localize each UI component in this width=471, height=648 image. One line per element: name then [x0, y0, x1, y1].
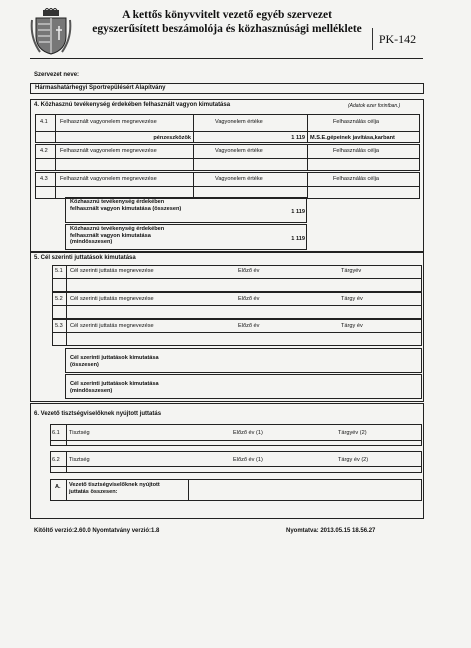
section4-grand-total-label: Közhasznú tevékenység érdekében felhasznált vagyon kimutatása (mindösszesen)	[70, 226, 165, 245]
org-label: Szervezet neve:	[34, 72, 80, 78]
asset-name: pénzeszközök	[153, 135, 191, 141]
row-number: A.	[55, 484, 61, 490]
header-divider	[30, 58, 423, 59]
column-header: Cél szerinti juttatás megnevezése	[70, 323, 154, 329]
column-header: Vagyonelem értéke	[215, 119, 263, 125]
column-header: Előző év	[238, 268, 260, 274]
column-header: Tisztség	[69, 430, 90, 436]
column-header: Felhasználás célja	[333, 119, 380, 125]
row-number: 6.2	[52, 457, 60, 463]
org-name-field: Hármashatárhegyi Sportrepülésért Alapítvány	[30, 83, 424, 94]
amount-unit-note: (Adatok ezer forintban.)	[348, 103, 401, 109]
column-header: Előző év (1)	[233, 457, 263, 463]
section5-grand-total-label: Cél szerinti juttatások kimutatása (mindösszesen)	[70, 381, 159, 394]
section6-total-label: Vezető tisztségviselőknek nyújtott juttatás összesen:	[69, 482, 160, 495]
column-header: Tárgy év	[341, 296, 363, 302]
section4-title: 4. Közhasznú tevékenység érdekében felhasznált vagyon kimutatása	[34, 102, 231, 108]
row-number: 5.1	[55, 268, 63, 274]
row-number: 6.1	[52, 430, 60, 436]
section4-total-value: 1 119	[291, 209, 305, 215]
row-number: 4.2	[40, 148, 48, 154]
section6-title: 6. Vezető tisztségviselőknek nyújtott juttatás	[34, 411, 162, 417]
column-header: Felhasználás célja	[333, 148, 380, 154]
column-header: Előző év (1)	[233, 430, 263, 436]
column-header: Tisztség	[69, 457, 90, 463]
row-number: 4.3	[40, 176, 48, 182]
column-header: Tárgyév (2)	[338, 430, 367, 436]
form-code: PK-142	[372, 28, 422, 50]
column-header: Felhasznált vagyonelem megnevezése	[60, 148, 157, 154]
section4-total-label: Közhasznú tevékenység érdekében felhasznált vagyon kimutatása (összesen)	[70, 199, 182, 212]
hungarian-coat-of-arms-icon	[30, 8, 72, 56]
column-header: Előző év	[238, 323, 260, 329]
document-title: A kettős könyvvitelt vezető egyéb szervezet egyszerűsített beszámolója és közhasznúsági melléklete	[92, 9, 362, 35]
section5-total-label: Cél szerinti juttatások kimutatása (összesen)	[70, 355, 159, 368]
column-header: Cél szerinti juttatás megnevezése	[70, 296, 154, 302]
column-header: Felhasználás célja	[333, 176, 380, 182]
column-header: Felhasznált vagyonelem megnevezése	[60, 119, 157, 125]
column-header: Előző év	[238, 296, 260, 302]
column-header: Vagyonelem értéke	[215, 176, 263, 182]
column-header: Vagyonelem értéke	[215, 148, 263, 154]
section5-title: 5. Cél szerinti juttatások kimutatása	[34, 255, 136, 261]
column-header: Tárgy év	[341, 323, 363, 329]
row-number: 4.1	[40, 119, 48, 125]
column-header: Cél szerinti juttatás megnevezése	[70, 268, 154, 274]
asset-value: 1 119	[291, 135, 305, 141]
print-timestamp: Nyomtatva: 2013.05.15 18.56.27	[286, 528, 376, 534]
section4-grand-total-value: 1 119	[291, 236, 305, 242]
form-version: Kitöltő verzió:2.60.0 Nyomtatvány verzió:1.8	[34, 528, 160, 534]
column-header: Tárgy év (2)	[338, 457, 369, 463]
row-number: 5.3	[55, 323, 63, 329]
column-header: Tárgyév	[341, 268, 362, 274]
asset-purpose: M.S.E.gépeinek javítása,karbant	[310, 135, 395, 141]
row-number: 5.2	[55, 296, 63, 302]
column-header: Felhasznált vagyonelem megnevezése	[60, 176, 157, 182]
